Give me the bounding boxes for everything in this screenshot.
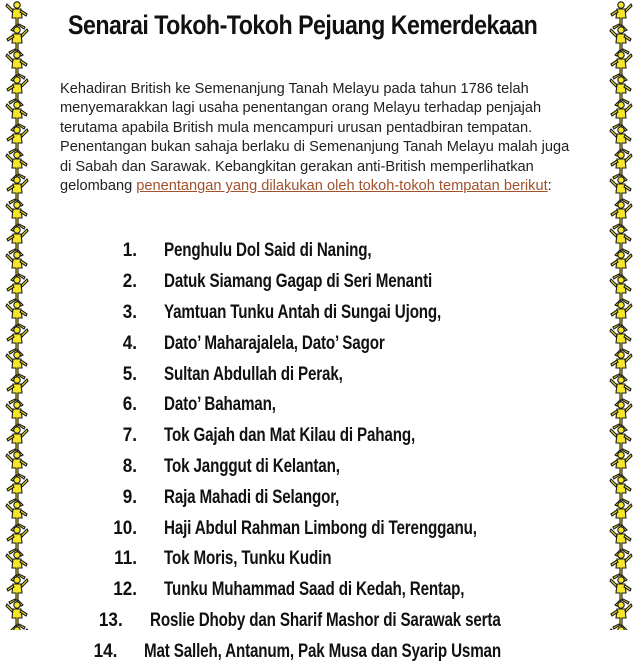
list-item-text: Dato’ Bahaman, [164, 394, 276, 416]
fighter-list [88, 236, 588, 667]
list-item [88, 236, 588, 267]
list-item-text: Roslie Dhoby dan Sharif Mashor di Sarawak serta [149, 609, 501, 631]
dancing-figure-icon [6, 602, 27, 630]
list-item-number: 6. [122, 394, 137, 416]
list-item-text: Mat Salleh, Antanum, Pak Musa dan Syarip Usman [144, 640, 502, 662]
list-item-number: 3. [122, 301, 137, 323]
list-item-text: Tunku Muhammad Saad di Kedah, Rentap, [164, 579, 465, 601]
list-item-text: Dato’ Maharajalela, Dato’ Sagor [164, 332, 385, 354]
list-item [88, 544, 588, 575]
page-title: Senarai Tokoh-Tokoh Pejuang Kemerdekaan [68, 10, 538, 40]
right-decorative-border [606, 0, 636, 630]
intro-end: : [547, 178, 552, 195]
list-item-text: Tok Janggut di Kelantan, [164, 455, 340, 477]
list-item [88, 359, 588, 390]
list-item [88, 328, 588, 359]
list-item-number: 7. [122, 425, 137, 447]
list-item-number: 9. [122, 486, 137, 508]
intro-link[interactable]: penentangan yang dilakukan oleh tokoh-tokoh tempatan berikut [136, 178, 548, 195]
list-item [88, 267, 588, 298]
list-item [88, 575, 588, 606]
list-item [88, 606, 588, 637]
dancing-figure-icon [611, 602, 632, 630]
list-item [88, 421, 588, 452]
list-item-text: Datuk Siamang Gagap di Seri Menanti [164, 271, 433, 293]
list-item-number: 4. [122, 332, 137, 354]
list-item-number: 10. [113, 517, 137, 539]
list-item [88, 390, 588, 421]
list-item-number: 2. [122, 271, 137, 293]
list-item [88, 298, 588, 329]
list-item-number: 1. [122, 240, 137, 262]
list-item [88, 636, 588, 667]
intro-paragraph [60, 80, 582, 196]
list-item [88, 452, 588, 483]
list-item [88, 482, 588, 513]
list-item-number: 11. [114, 548, 137, 570]
document-page [58, 0, 580, 662]
list-item-text: Yamtuan Tunku Antah di Sungai Ujong, [164, 301, 442, 323]
list-item-text: Tok Moris, Tunku Kudin [164, 548, 332, 570]
intro-text: Kehadiran British ke Semenanjung Tanah Melayu pada tahun 1786 telah menyemarakkan lagi usaha penentangan orang Melayu terhadap penjajah terutama apabila British mula mencampuri urusan pentadbiran tempatan. Penentangan bukan sahaja berlaku di Semenanjung Tanah Melayu malah juga di Sabah dan Sarawak. Kebangkitan gerakan anti-British memperlihatkan gelombang [60, 81, 570, 195]
list-item-number: 8. [122, 455, 137, 477]
list-item-number: 12. [113, 579, 137, 601]
dancing-figure-icon [2, 0, 32, 630]
list-item [88, 513, 588, 544]
list-item-number: 5. [122, 363, 137, 385]
list-item-number: 13. [98, 609, 123, 631]
list-item-text: Raja Mahadi di Selangor, [164, 486, 340, 508]
list-item-text: Tok Gajah dan Mat Kilau di Pahang, [164, 425, 416, 447]
dancing-figure-icon [606, 0, 636, 630]
left-decorative-border [2, 0, 32, 630]
list-item-text: Sultan Abdullah di Perak, [164, 363, 343, 385]
list-item-text: Penghulu Dol Said di Naning, [164, 240, 372, 262]
list-item-text: Haji Abdul Rahman Limbong di Terengganu, [164, 517, 477, 539]
list-item-number: 14. [93, 640, 118, 662]
